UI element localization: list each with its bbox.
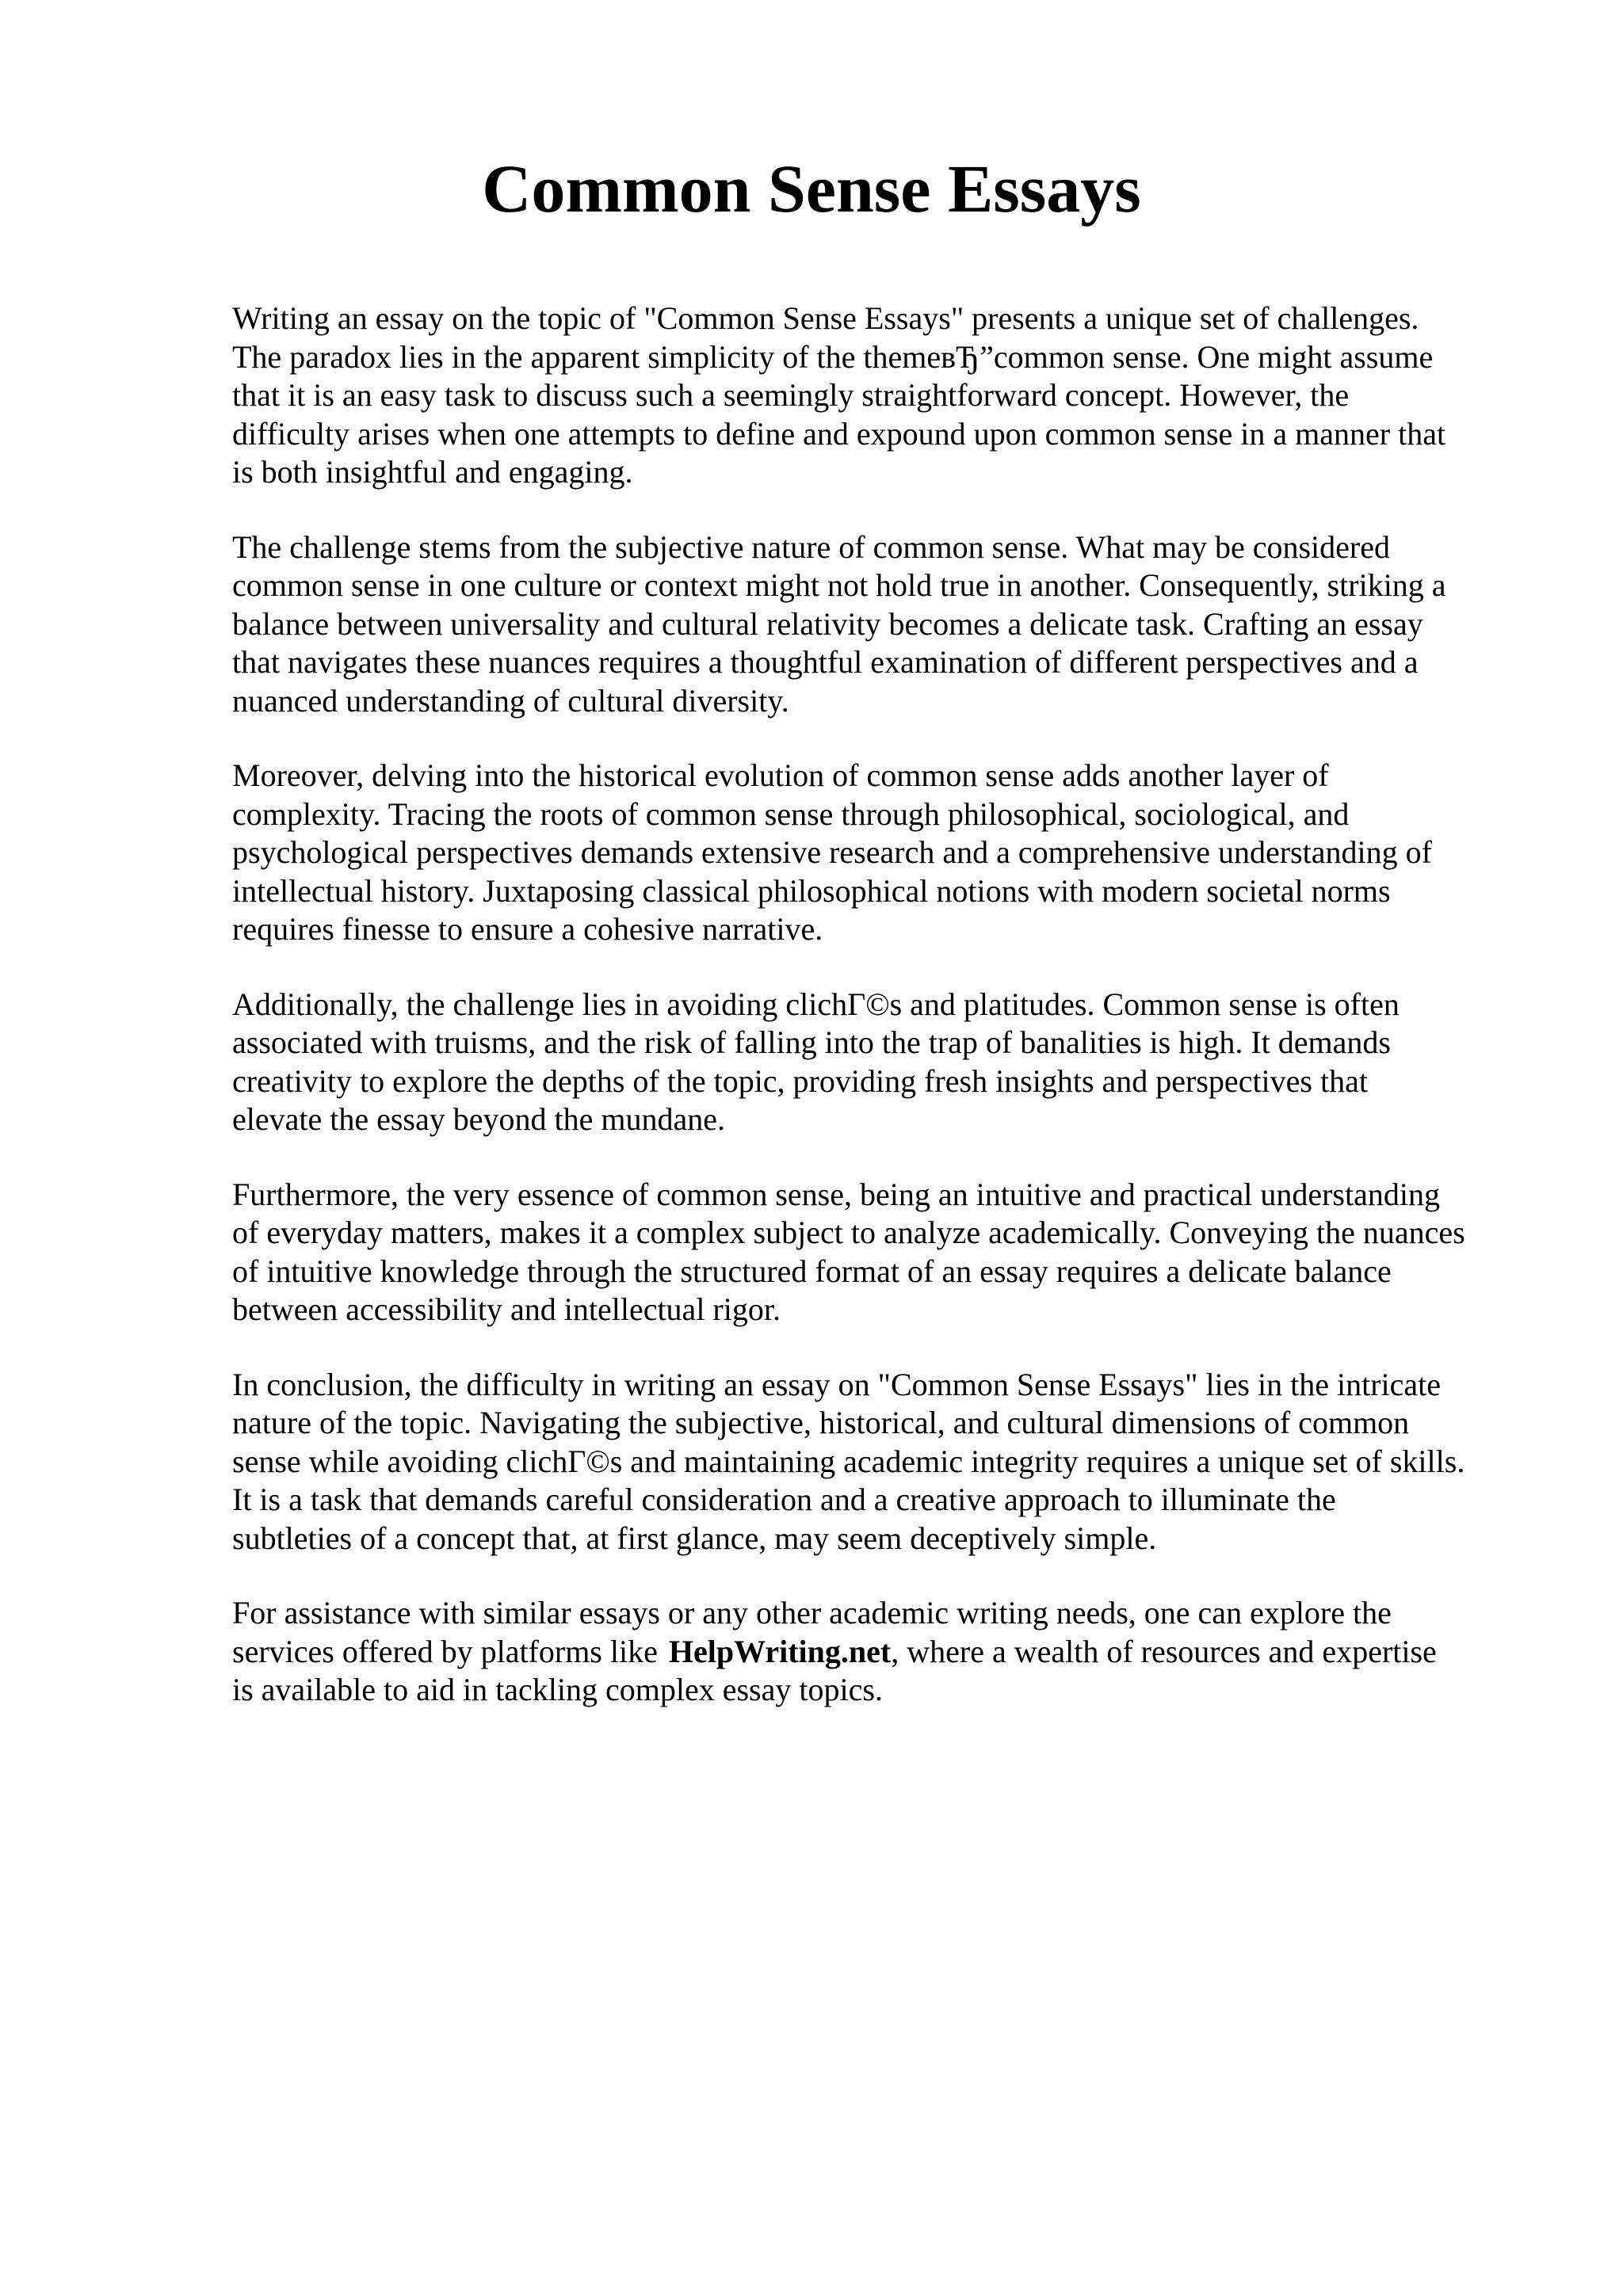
paragraph-line: requires finesse to ensure a cohesive narrative. [232, 911, 823, 947]
paragraph-line: is available to aid in tackling complex essay topics. [232, 1672, 883, 1707]
paragraph-1 [232, 299, 1540, 492]
paragraph-line: difficulty arises when one attempts to define and expound upon common sense in a manner that [232, 415, 1446, 452]
paragraph-5 [232, 1176, 1540, 1329]
paragraph-line [232, 1633, 1540, 1672]
paragraph-line: is both insightful and engaging. [232, 454, 633, 490]
paragraph-line: sense while avoiding clichГ©s and maintaining academic integrity requires a unique set of skills. [232, 1443, 1465, 1479]
closing-paragraph [232, 1594, 1540, 1710]
paragraph-line: Writing an essay on the topic of "Common Sense Essays" presents a unique set of challenges. [232, 300, 1419, 336]
paragraph-line: complexity. Tracing the roots of common sense through philosophical, sociological, and [232, 795, 1350, 832]
paragraph-4 [232, 986, 1540, 1139]
helpwriting-link[interactable]: HelpWriting.net [668, 1633, 892, 1669]
document-title: Common Sense Essays [482, 151, 1141, 227]
paragraph-line: Additionally, the challenge lies in avoiding clichГ©s and platitudes. Common sense is often [232, 986, 1400, 1022]
closing-text-before-link: services offered by platforms like [232, 1633, 658, 1669]
paragraph-line: balance between universality and cultural relativity becomes a delicate task. Crafting an essay [232, 605, 1423, 642]
paragraph-line: associated with truisms, and the risk of falling into the trap of banalities is high. It demands [232, 1024, 1391, 1060]
paragraph-line: subtleties of a concept that, at first glance, may seem deceptively simple. [232, 1520, 1157, 1556]
paragraph-line: intellectual history. Juxtaposing classical philosophical notions with modern societal norms [232, 872, 1391, 909]
paragraph-line: creativity to explore the depths of the topic, providing fresh insights and perspectives that [232, 1062, 1368, 1099]
paragraph-3 [232, 757, 1540, 949]
paragraph-line: nuanced understanding of cultural diversity. [232, 682, 789, 719]
paragraph-line: that it is an easy task to discuss such a seemingly straightforward concept. However, the [232, 377, 1350, 413]
paragraph-line: Furthermore, the very essence of common sense, being an intuitive and practical understanding [232, 1176, 1440, 1212]
paragraph-line: between accessibility and intellectual rigor. [232, 1291, 781, 1327]
document-body [232, 299, 1540, 1746]
paragraph-line: common sense in one culture or context might not hold true in another. Consequently, striking a [232, 567, 1446, 603]
paragraph-line: nature of the topic. Navigating the subjective, historical, and cultural dimensions of common [232, 1405, 1410, 1440]
paragraph-line: It is a task that demands careful consideration and a creative approach to illuminate the [232, 1482, 1336, 1517]
paragraph-line: of intuitive knowledge through the structured format of an essay requires a delicate balance [232, 1253, 1392, 1289]
paragraph-line: elevate the essay beyond the mundane. [232, 1101, 725, 1137]
paragraph-line: of everyday matters, makes it a complex subject to analyze academically. Conveying the nuances [232, 1215, 1465, 1250]
paragraph-line: that navigates these nuances requires a thoughtful examination of different perspectives and a [232, 644, 1419, 680]
paragraph-line: In conclusion, the difficulty in writing an essay on "Common Sense Essays" lies in the intricate [232, 1366, 1441, 1402]
paragraph-line: The paradox lies in the apparent simplicity of the themeвЂ”common sense. One might assume [232, 338, 1434, 375]
paragraph-line: psychological perspectives demands extensive research and a comprehensive understanding of [232, 834, 1432, 870]
paragraph-line: For assistance with similar essays or any other academic writing needs, one can explore the [232, 1595, 1392, 1630]
closing-text-after-link: , where a wealth of resources and expertise [891, 1633, 1437, 1669]
paragraph-6 [232, 1366, 1540, 1558]
paragraph-line: Moreover, delving into the historical evolution of common sense adds another layer of [232, 757, 1329, 793]
paragraph-line: The challenge stems from the subjective nature of common sense. What may be considered [232, 528, 1390, 565]
paragraph-2 [232, 528, 1540, 721]
